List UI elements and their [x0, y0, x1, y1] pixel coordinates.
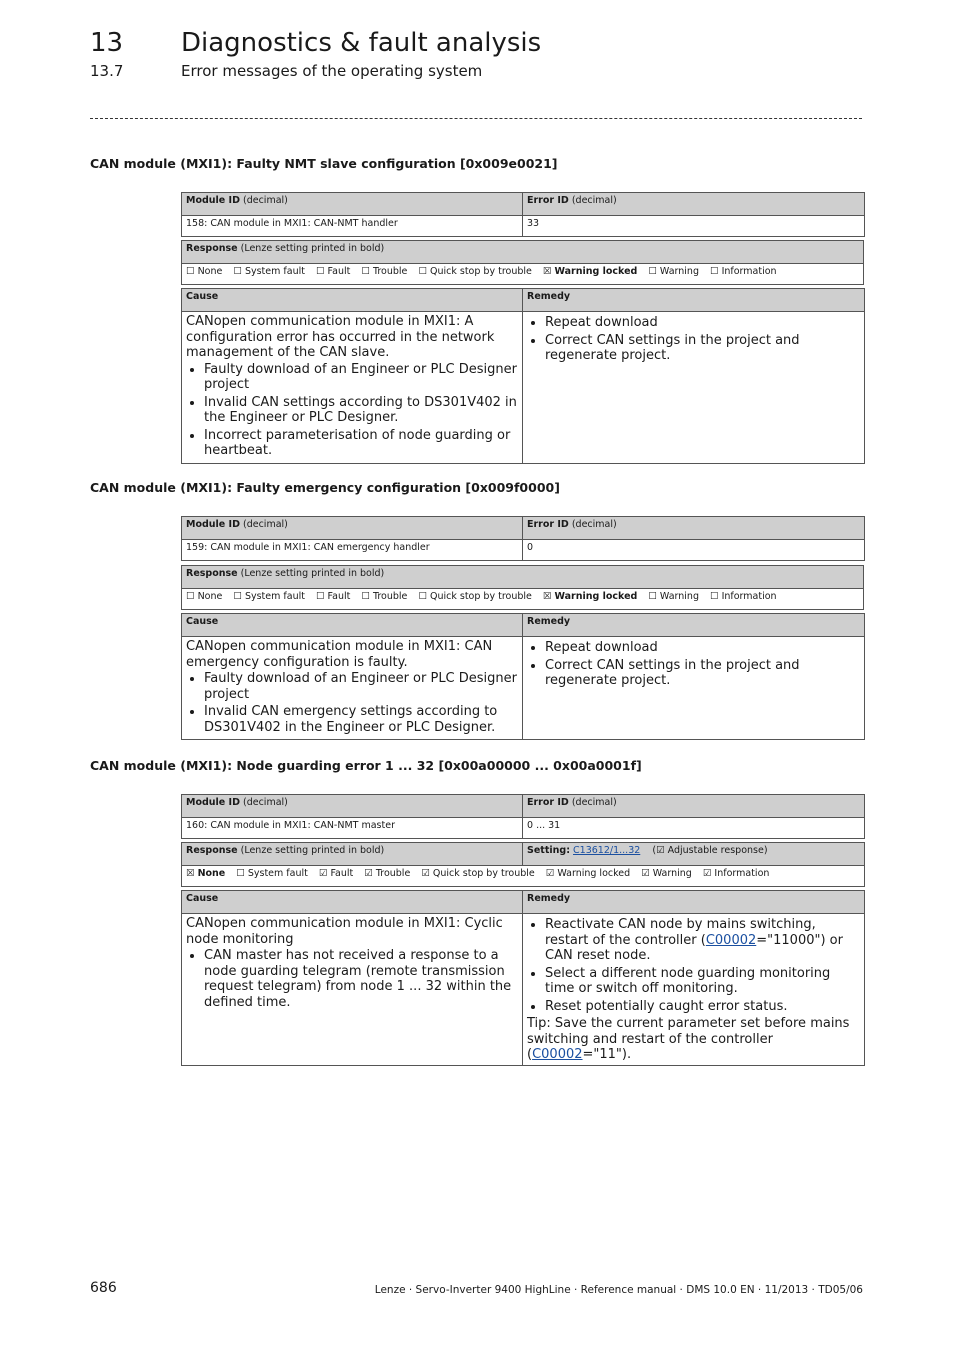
remedy-bullet: • Correct CAN settings in the project and regenerate project.: [545, 333, 860, 364]
cause-bullet: • Faulty download of an Engineer or PLC Designer project: [204, 362, 518, 393]
module-id-header: Module ID (decimal): [182, 193, 523, 216]
remedy-bullet: • Correct CAN settings in the project and regenerate project.: [545, 658, 860, 689]
response-option: ☐ None: [186, 591, 223, 602]
response-option: ☑ Information: [702, 868, 770, 879]
response-header: Response (Lenze setting printed in bold): [182, 566, 864, 589]
remedy-cell: [523, 914, 865, 1066]
tip-text: Tip: Save the current parameter set before mains switching and restart of the controller (C00002="11").: [527, 1016, 850, 1062]
error-heading-3: CAN module (MXI1): Node guarding error 1 ... 32 [0x00a00000 ... 0x00a0001f]: [90, 758, 642, 773]
cause-cell: [182, 312, 523, 464]
c00002-link[interactable]: C00002: [532, 1047, 583, 1062]
response-table-2: [181, 565, 864, 610]
remedy-cell: [523, 312, 865, 464]
cause-remedy-table-1: [181, 288, 865, 464]
response-option: ☐ Fault: [315, 266, 351, 277]
id-table-3: [181, 794, 865, 839]
chapter-number: 13: [90, 28, 124, 58]
cause-bullet: • CAN master has not received a response to a node guarding telegram (remote transmission request telegram) from node 1 ... 32 within the defined time.: [204, 948, 518, 1010]
cause-header: Cause: [182, 289, 523, 312]
module-id-value: 160: CAN module in MXI1: CAN-NMT master: [182, 818, 523, 839]
module-id-value: 159: CAN module in MXI1: CAN emergency handler: [182, 540, 523, 561]
response-option: ☐ Warning: [648, 591, 699, 602]
header-divider: [90, 118, 862, 119]
cause-text: CANopen communication module in MXI1: Cyclic node monitoring: [186, 916, 503, 947]
id-table-1: [181, 192, 865, 237]
response-option: ☑ Warning locked: [545, 868, 631, 879]
error-id-value: 0 ... 31: [523, 818, 865, 839]
cause-bullet: • Invalid CAN settings according to DS301V402 in the Engineer or PLC Designer.: [204, 395, 518, 426]
page-number: 686: [90, 1280, 117, 1296]
response-option: ☐ Trouble: [361, 591, 408, 602]
response-option: ☑ Trouble: [364, 868, 411, 879]
cause-header: Cause: [182, 891, 523, 914]
remedy-cell: [523, 637, 865, 740]
error-id-header: Error ID (decimal): [523, 517, 865, 540]
response-option: ☐ None: [186, 266, 223, 277]
section-number: 13.7: [90, 62, 124, 80]
response-option: ☐ Quick stop by trouble: [418, 266, 532, 277]
setting-link[interactable]: C13612/1...32: [573, 845, 641, 856]
response-options: [182, 589, 864, 610]
cause-bullet: • Incorrect parameterisation of node guarding or heartbeat.: [204, 428, 518, 459]
response-table-1: [181, 240, 864, 285]
cause-remedy-table-3: [181, 890, 865, 1066]
id-table-2: [181, 516, 865, 561]
cause-cell: [182, 914, 523, 1066]
remedy-bullet: • Repeat download: [545, 640, 860, 656]
response-option: ☐ Trouble: [361, 266, 408, 277]
section-title: Error messages of the operating system: [181, 62, 483, 80]
response-option: ☐ Fault: [315, 591, 351, 602]
response-table-3: [181, 842, 865, 887]
error-heading-2: CAN module (MXI1): Faulty emergency configuration [0x009f0000]: [90, 480, 560, 495]
footer-text: Lenze · Servo-Inverter 9400 HighLine · Reference manual · DMS 10.0 EN · 11/2013 · TD05/06: [374, 1284, 863, 1296]
chapter-title: Diagnostics & fault analysis: [181, 28, 542, 58]
response-header: Response (Lenze setting printed in bold): [182, 843, 523, 866]
cause-cell: [182, 637, 523, 740]
module-id-value: 158: CAN module in MXI1: CAN-NMT handler: [182, 216, 523, 237]
response-option: ☐ Information: [710, 591, 777, 602]
remedy-header: Remedy: [523, 614, 865, 637]
response-option: ☐ Information: [710, 266, 777, 277]
error-heading-1: CAN module (MXI1): Faulty NMT slave configuration [0x009e0021]: [90, 156, 558, 171]
remedy-header: Remedy: [523, 891, 865, 914]
response-option: ☐ System fault: [233, 266, 305, 277]
error-id-value: 0: [523, 540, 865, 561]
error-id-header: Error ID (decimal): [523, 795, 865, 818]
response-options: [182, 866, 865, 887]
response-option: ☐ Quick stop by trouble: [418, 591, 532, 602]
setting-header: Setting: C13612/1...32 (☑ Adjustable response): [523, 843, 865, 866]
response-option: ☐ Warning: [648, 266, 699, 277]
response-option: ☐ System fault: [236, 868, 308, 879]
response-option-bold: ☒ Warning locked: [542, 266, 638, 277]
response-option: ☑ Fault: [318, 868, 354, 879]
remedy-header: Remedy: [523, 289, 865, 312]
response-option: ☑ Warning: [641, 868, 692, 879]
module-id-header: Module ID (decimal): [182, 795, 523, 818]
remedy-bullet: • Repeat download: [545, 315, 860, 331]
response-option: ☐ System fault: [233, 591, 305, 602]
module-id-header: Module ID (decimal): [182, 517, 523, 540]
response-options: [182, 264, 864, 285]
remedy-bullet: • Reset potentially caught error status.: [545, 999, 860, 1015]
cause-header: Cause: [182, 614, 523, 637]
cause-bullet: • Faulty download of an Engineer or PLC Designer project: [204, 671, 518, 702]
cause-text: CANopen communication module in MXI1: A configuration error has occurred in the network management of the CAN slave.: [186, 314, 495, 360]
c00002-link[interactable]: C00002: [705, 932, 757, 948]
cause-bullet: • Invalid CAN emergency settings according to DS301V402 in the Engineer or PLC Designer.: [204, 704, 518, 735]
remedy-bullet: • Select a different node guarding monitoring time or switch off monitoring.: [545, 966, 860, 997]
cause-text: CANopen communication module in MXI1: CAN emergency configuration is faulty.: [186, 639, 493, 670]
response-option: ☑ Quick stop by trouble: [421, 868, 535, 879]
response-header: Response (Lenze setting printed in bold): [182, 241, 864, 264]
remedy-bullet: • Reactivate CAN node by mains switching, restart of the controller (C00002="11000") or CAN reset node.: [545, 917, 860, 964]
setting-note: (☑ Adjustable response): [652, 845, 768, 856]
cause-remedy-table-2: [181, 613, 865, 740]
error-id-value: 33: [523, 216, 865, 237]
response-option-bold: ☒ None: [186, 868, 226, 879]
response-option-bold: ☒ Warning locked: [542, 591, 638, 602]
error-id-header: Error ID (decimal): [523, 193, 865, 216]
